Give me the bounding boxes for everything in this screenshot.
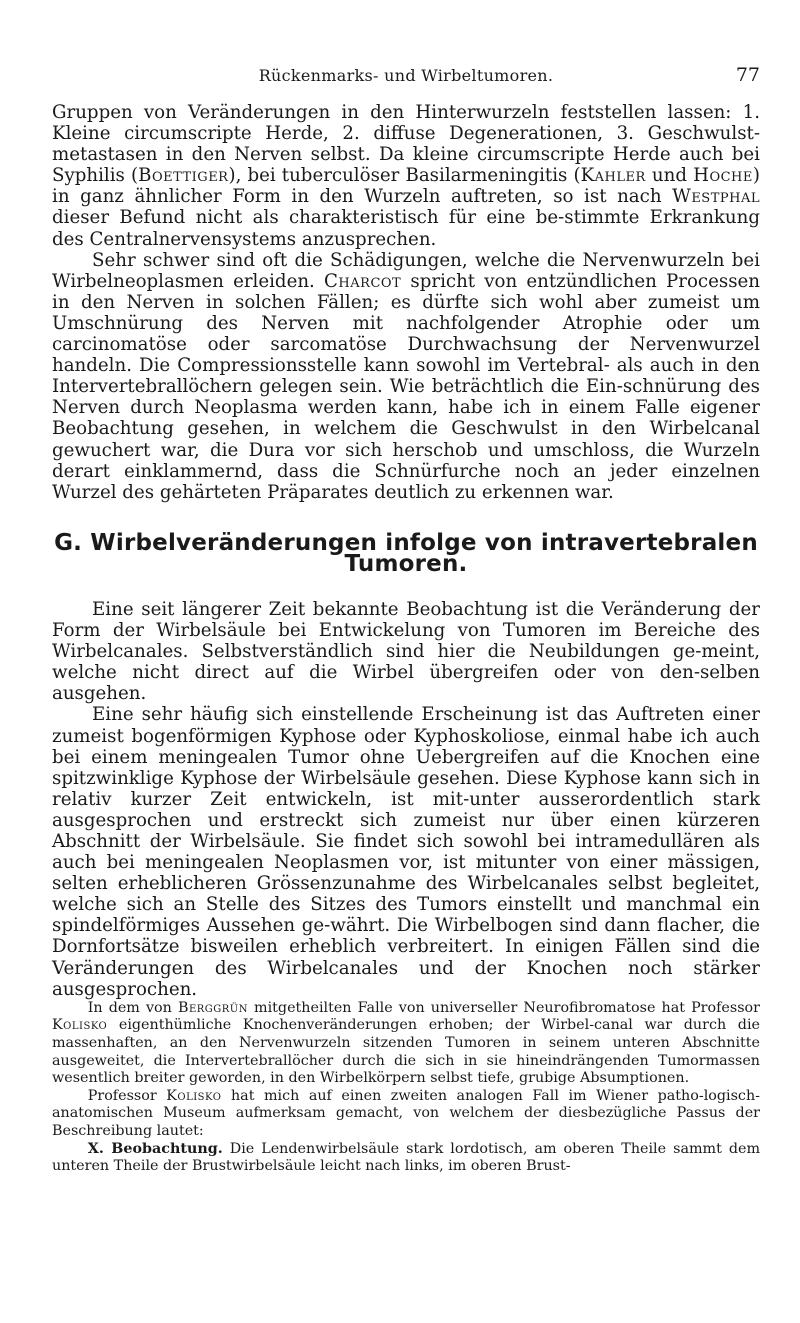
page-header <box>52 66 760 94</box>
section-heading: G. Wirbelveränderungen infolge von intravertebralen Tumoren. <box>54 529 758 577</box>
author-kolisko: Kolisko <box>52 1017 108 1034</box>
small-paragraph-1: In dem von Berggrün mitgetheilten Falle von universeller Neurofibromatose hat Professor Kolisko eigenthümliche Knochenveränderungen erhoben; der Wirbel-canal war durch die massenhaften, an den Nervenwurzeln sitzenden Tumoren in seinem unteren Abschnitte ausgeweitet, die Intervertebrallöcher durch die sich in sie hineindrängenden Tumormassen wesentlich breiter geworden, in den Wirbelkörpern selbst tiefe, grubige Absumptionen. <box>52 999 760 1087</box>
paragraph-1: Gruppen von Veränderungen in den Hinterwurzeln feststellen lassen: 1. Kleine circumscripte Herde, 2. diffuse Degenerationen, 3. Geschwulst-metastasen in den Nerven selbst. Da kleine circumscripte Herde auch bei Syphilis (Boettiger), bei tuberculöser Basilarmeningitis (Kahler und Hoche) in ganz ähnlicher Form in den Wurzeln auftreten, so ist nach Westphal dieser Befund nicht als charakteristisch für eine be-stimmte Erkrankung des Centralnervensystems anzusprechen. <box>52 102 760 250</box>
author-berggruen: Berggrün <box>177 999 248 1016</box>
paragraph-2: Sehr schwer sind oft die Schädigungen, welche die Nervenwurzeln bei Wirbelneoplasmen erleiden. Charcot spricht von entzündlichen Processen in den Nerven in solchen Fällen; es dürfte sich wohl aber zumeist um Umschnürung des Nerven mit nachfolgender Atrophie oder um carcinomatöse oder sarcomatöse Durchwachsung der Nervenwurzel handeln. Die Compressionsstelle kann sowohl im Vertebral- als auch in den Intervertebrallöchern gelegen sein. Wie beträchtlich die Ein-schnürung des Nerven durch Neoplasma werden kann, habe ich in einem Falle eigener Beobachtung gesehen, in welchem die Geschwulst in den Wirbelcanal gewuchert war, die Dura vor sich herschob und umschloss, die Wurzeln derart einklammernd, dass die Schnürfurche noch an jeder einzelnen Wurzel des gehärteten Präparates deutlich zu erkennen war. <box>52 249 760 503</box>
author-hoche: Hoche <box>693 165 753 187</box>
page-body <box>52 102 760 1176</box>
author-westphal: Westphal <box>672 186 760 208</box>
running-title: Rückenmarks- und Wirbeltumoren. <box>258 66 554 85</box>
small-paragraph-3: X. Beobachtung. Die Lendenwirbelsäule stark lordotisch, am oberen Theile sammt dem unteren Theile der Brustwirbelsäule leicht nach links, im oberen Brust- <box>52 1140 761 1175</box>
observation-label: X. Beobachtung. <box>87 1140 223 1157</box>
author-kolisko-2: Kolisko <box>166 1087 222 1104</box>
page-number: 77 <box>735 64 760 86</box>
small-print-block <box>52 1000 760 1176</box>
author-kahler: Kahler <box>580 165 646 187</box>
author-charcot: Charcot <box>324 270 402 292</box>
small-paragraph-2: Professor Kolisko hat mich auf einen zweiten analogen Fall im Wiener patho-logisch-anatomischen Museum aufmerksam gemacht, von welchem der diesbezügliche Passus der Beschreibung lautet: <box>52 1087 760 1139</box>
paragraph-4: Eine sehr häufig sich einstellende Erscheinung ist das Auftreten einer zumeist bogenförmigen Kyphose oder Kyphoskoliose, einmal habe ich auch bei einem meningealen Tumor ohne Uebergreifen auf die Knochen eine spitzwinklige Kyphose der Wirbelsäule gesehen. Diese Kyphose kann sich in relativ kurzer Zeit entwickeln, ist mit-unter ausserordentlich stark ausgesprochen und erstreckt sich zumeist nur über einen kürzeren Abschnitt der Wirbelsäule. Sie findet sich sowohl bei intramedullären als auch bei meningealen Neoplasmen vor, ist mitunter von einer mässigen, selten erheblicheren Grössenzunahme des Wirbelcanales selbst begleitet, welche sich an Stelle des Sitzes des Tumors einstellt und manchmal ein spindelförmiges Aussehen ge-währt. Die Wirbelbogen sind dann flacher, die Dornfortsätze bisweilen erheblich verbreitert. In einigen Fällen sind die Veränderungen des Wirbelcanales und der Knochen noch stärker ausgesprochen. <box>52 704 760 1000</box>
author-boettiger: Boettiger <box>138 165 229 187</box>
paragraph-3: Eine seit längerer Zeit bekannte Beobachtung ist die Veränderung der Form der Wirbelsäule bei Entwickelung von Tumoren im Bereiche des Wirbelcanales. Selbstverständlich sind hier die Neubildungen ge-meint, welche nicht direct auf die Wirbel übergreifen oder von den-selben ausgehen. <box>52 598 760 705</box>
